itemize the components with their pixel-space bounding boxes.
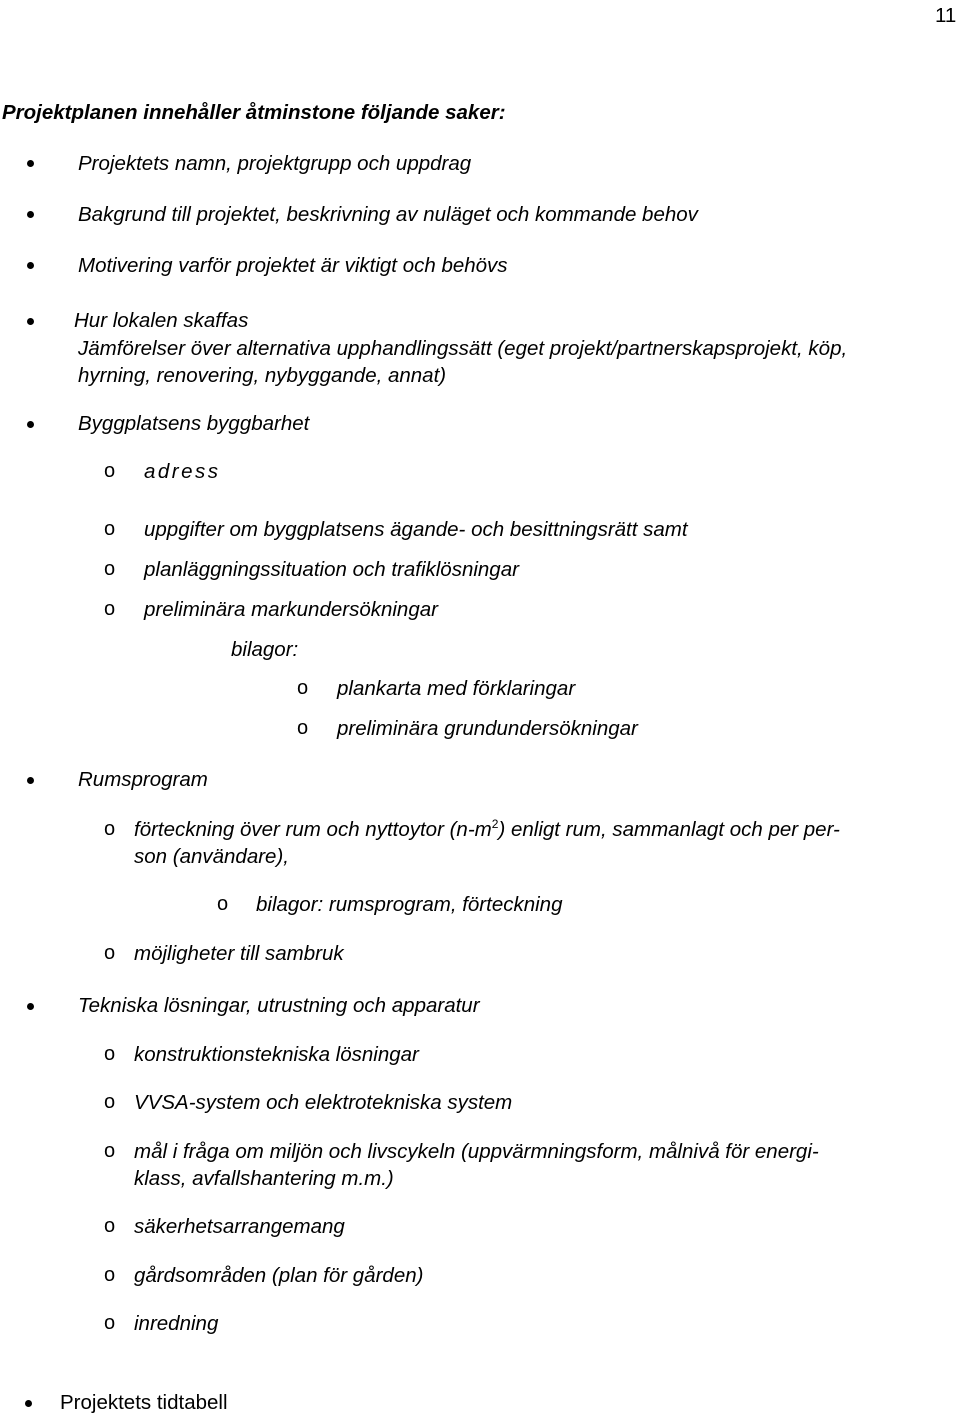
bullet-icon bbox=[27, 211, 34, 218]
technical-hvac: VVSA-system och elektrotekniska system bbox=[134, 1091, 513, 1114]
sub-bullet-icon: o bbox=[104, 1091, 116, 1113]
attachment-plan-map: plankarta med förklaringar bbox=[337, 677, 576, 700]
sub-bullet-icon: o bbox=[104, 818, 116, 840]
list-item-premises-title: Hur lokalen skaffas bbox=[74, 309, 249, 332]
bullet-icon bbox=[27, 421, 34, 428]
list-item-buildability: Byggplatsens byggbarhet bbox=[78, 412, 310, 435]
sub-bullet-icon: o bbox=[104, 518, 116, 540]
sub-bullet-icon: o bbox=[104, 1215, 116, 1237]
room-list-line-2: son (användare), bbox=[134, 845, 289, 868]
list-item-room-program: Rumsprogram bbox=[78, 768, 208, 791]
technical-environment-line-2: klass, avfallshantering m.m.) bbox=[134, 1167, 394, 1190]
technical-construction: konstruktionstekniska lösningar bbox=[134, 1043, 419, 1066]
list-item-background: Bakgrund till projektet, beskrivning av nuläget och kommande behov bbox=[78, 203, 698, 226]
buildability-address: adress bbox=[144, 460, 221, 483]
sub-bullet-icon: o bbox=[297, 677, 309, 699]
list-item-project-name: Projektets namn, projektgrupp och uppdrag bbox=[78, 152, 472, 175]
bullet-icon bbox=[27, 1003, 34, 1010]
premises-line-1: Jämförelser över alternativa upphandlingssätt (eget projekt/partnerskapsprojekt, köp, bbox=[78, 337, 848, 360]
buildability-ground-survey: preliminära markundersökningar bbox=[144, 598, 438, 621]
room-attachment: bilagor: rumsprogram, förteckning bbox=[256, 893, 563, 916]
technical-safety: säkerhetsarrangemang bbox=[134, 1215, 345, 1238]
sub-bullet-icon: o bbox=[104, 1312, 116, 1334]
room-coordination: möjligheter till sambruk bbox=[134, 942, 344, 965]
sub-bullet-icon: o bbox=[217, 893, 229, 915]
attachments-label: bilagor: bbox=[231, 638, 299, 661]
buildability-ownership: uppgifter om byggplatsens ägande- och besittningsrätt samt bbox=[144, 518, 688, 541]
list-item-timetable: Projektets tidtabell bbox=[60, 1391, 228, 1414]
bullet-icon bbox=[27, 318, 34, 325]
technical-environment-line-1: mål i fråga om miljön och livscykeln (uppvärmningsform, målnivå för energi- bbox=[134, 1140, 819, 1163]
bullet-icon bbox=[25, 1400, 32, 1407]
bullet-icon bbox=[27, 777, 34, 784]
room-list-line-1: förteckning över rum och nyttoytor $(n-m^2)$ enligt rum, sammanlagt och per per- bbox=[134, 817, 840, 841]
list-item-technical: Tekniska lösningar, utrustning och apparatur bbox=[78, 994, 480, 1017]
bullet-icon bbox=[27, 262, 34, 269]
sub-bullet-icon: o bbox=[104, 1140, 116, 1162]
bullet-icon bbox=[27, 160, 34, 167]
sub-bullet-icon: o bbox=[104, 1264, 116, 1286]
sub-bullet-icon: o bbox=[104, 598, 116, 620]
buildability-planning: planläggningssituation och trafiklösningar bbox=[144, 558, 519, 581]
page-heading: Projektplanen innehåller åtminstone följande saker: bbox=[2, 101, 506, 124]
page-number: 11 bbox=[935, 4, 957, 27]
sub-bullet-icon: o bbox=[104, 558, 116, 580]
list-item-motivation: Motivering varför projektet är viktigt och behövs bbox=[78, 254, 508, 277]
attachment-foundation-survey: preliminära grundundersökningar bbox=[337, 717, 638, 740]
technical-yard: gårdsområden (plan för gården) bbox=[134, 1264, 424, 1287]
sub-bullet-icon: o bbox=[104, 942, 116, 964]
sub-bullet-icon: o bbox=[297, 717, 309, 739]
sub-bullet-icon: o bbox=[104, 1043, 116, 1065]
premises-line-2: hyrning, renovering, nybyggande, annat) bbox=[78, 364, 447, 387]
technical-furnishing: inredning bbox=[134, 1312, 219, 1335]
sub-bullet-icon: o bbox=[104, 460, 116, 482]
